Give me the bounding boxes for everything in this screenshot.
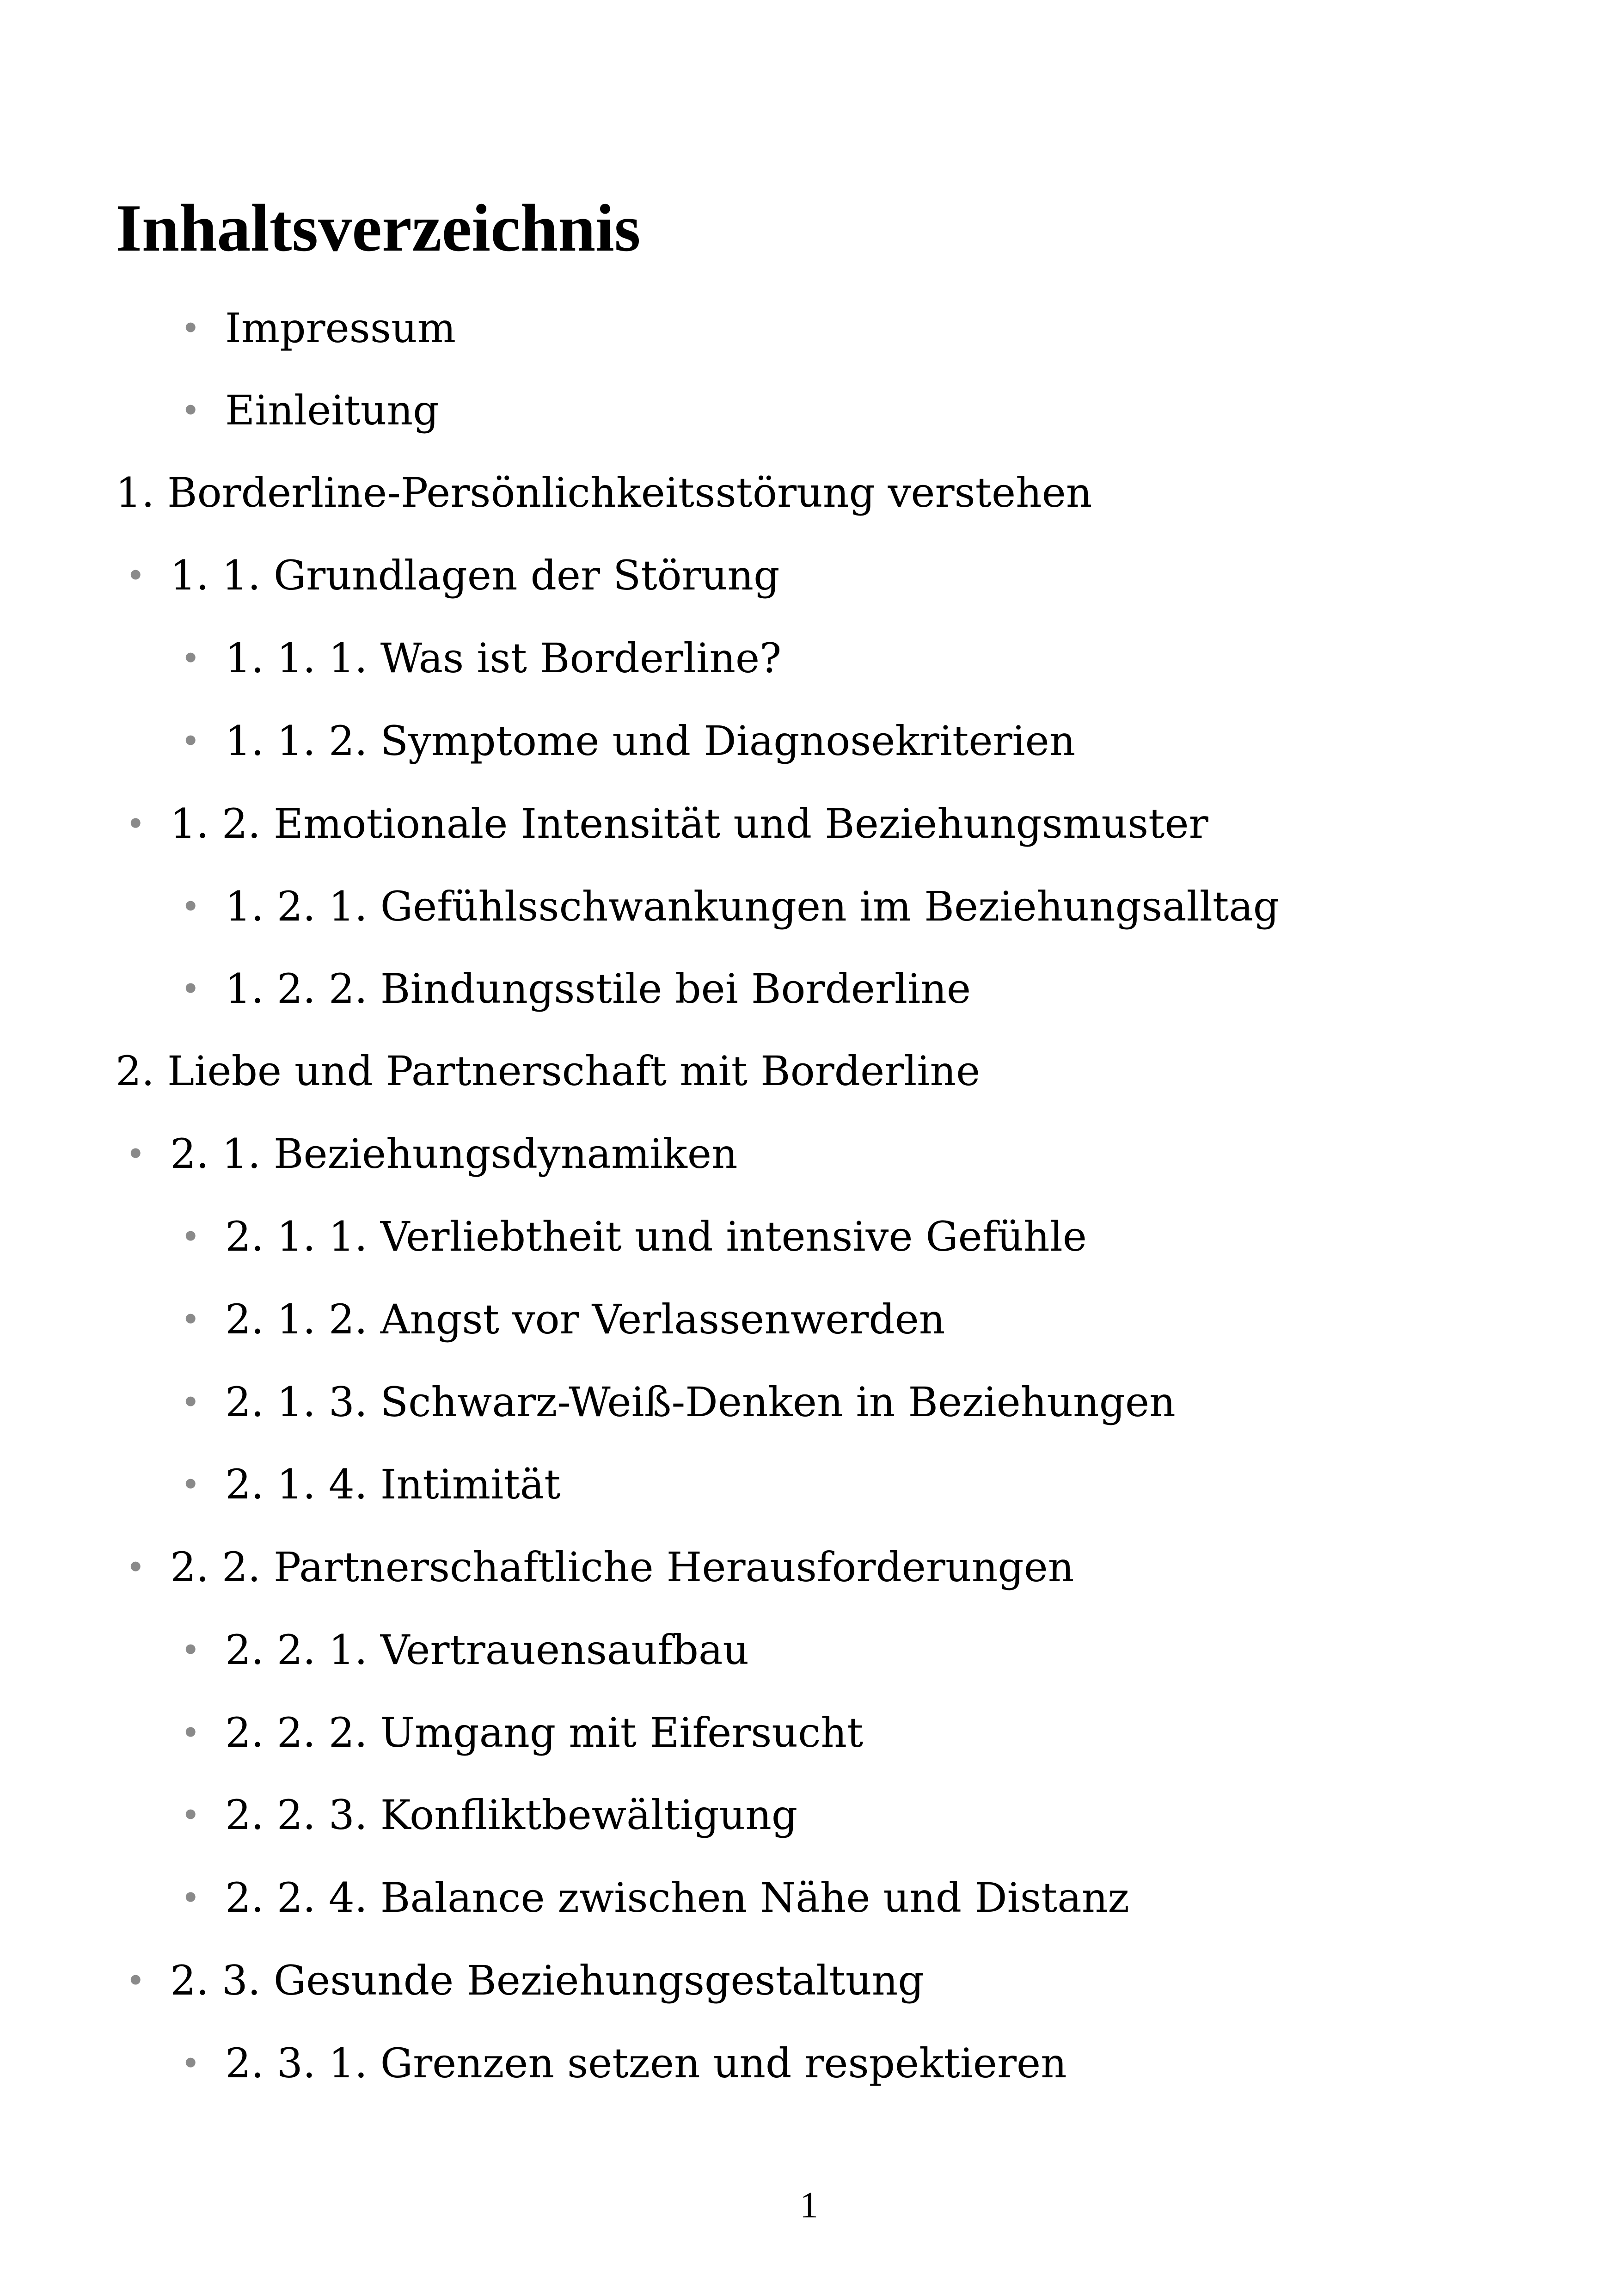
- bullet-icon: •: [126, 1548, 146, 1587]
- toc-entry-label: 1. 1. Grundlagen der Störung: [170, 552, 780, 599]
- toc-subsection-1-2-2[interactable]: [181, 965, 971, 1013]
- toc-entry-label: 2. 1. 3. Schwarz-Weiß-Denken in Beziehungen: [225, 1378, 1176, 1426]
- toc-entry-label: 1. 2. 2. Bindungsstile bei Borderline: [225, 965, 971, 1013]
- toc-chapter-2[interactable]: [116, 1048, 980, 1094]
- bullet-icon: •: [181, 1300, 201, 1339]
- toc-entry-label: 2. 2. 4. Balance zwischen Nähe und Distanz: [225, 1874, 1129, 1922]
- bullet-icon: •: [126, 1961, 146, 2000]
- bullet-icon: •: [181, 722, 201, 761]
- toc-entry-label: 2. 1. 1. Verliebtheit und intensive Gefühle: [225, 1213, 1087, 1260]
- bullet-icon: •: [181, 1879, 201, 1917]
- bullet-icon: •: [126, 1135, 146, 1173]
- bullet-icon: •: [181, 1713, 201, 1752]
- bullet-icon: •: [181, 1217, 201, 1256]
- toc-subsection-2-3-1[interactable]: [181, 2039, 1067, 2087]
- toc-entry-label: 2. Liebe und Partnerschaft mit Borderline: [116, 1047, 981, 1095]
- toc-entry-einleitung[interactable]: [181, 387, 439, 434]
- bullet-icon: •: [181, 970, 201, 1008]
- toc-section-2-3[interactable]: [126, 1957, 924, 2004]
- toc-subsection-2-1-3[interactable]: [181, 1378, 1176, 1426]
- bullet-icon: •: [126, 804, 146, 843]
- bullet-icon: •: [181, 887, 201, 926]
- toc-subsection-1-2-1[interactable]: [181, 883, 1280, 930]
- bullet-icon: •: [181, 1796, 201, 1835]
- toc-section-1-1[interactable]: [126, 552, 780, 599]
- toc-section-2-1[interactable]: [126, 1130, 738, 1178]
- bullet-icon: •: [181, 1631, 201, 1670]
- toc-subsection-2-2-1[interactable]: [181, 1626, 749, 1674]
- toc-title: Inhaltsverzeichnis: [116, 190, 641, 265]
- bullet-icon: •: [126, 556, 146, 595]
- bullet-icon: •: [181, 1383, 201, 1422]
- toc-entry-label: 2. 1. 4. Intimität: [225, 1461, 561, 1508]
- toc-chapter-1[interactable]: [116, 470, 1092, 516]
- toc-entry-label: Einleitung: [225, 387, 439, 434]
- bullet-icon: •: [181, 391, 201, 430]
- toc-entry-label: 1. 1. 2. Symptome und Diagnosekriterien: [225, 717, 1076, 765]
- toc-subsection-2-2-2[interactable]: [181, 1709, 864, 1756]
- toc-entry-label: 2. 2. 1. Vertrauensaufbau: [225, 1626, 749, 1674]
- toc-entry-label: 2. 1. Beziehungsdynamiken: [170, 1130, 738, 1178]
- bullet-icon: •: [181, 1465, 201, 1504]
- toc-entry-label: 1. Borderline-Persönlichkeitsstörung verstehen: [116, 469, 1092, 516]
- toc-entry-label: 1. 1. 1. Was ist Borderline?: [225, 634, 782, 682]
- toc-section-1-2[interactable]: [126, 800, 1208, 847]
- toc-entry-label: 2. 3. Gesunde Beziehungsgestaltung: [170, 1957, 924, 2004]
- toc-subsection-2-1-4[interactable]: [181, 1461, 561, 1508]
- toc-entry-label: 1. 2. 1. Gefühlsschwankungen im Beziehungsalltag: [225, 883, 1280, 930]
- toc-section-2-2[interactable]: [126, 1543, 1074, 1591]
- toc-subsection-2-1-2[interactable]: [181, 1295, 945, 1343]
- toc-subsection-1-1-2[interactable]: [181, 717, 1076, 765]
- bullet-icon: •: [181, 2044, 201, 2083]
- page-number: 1: [800, 2185, 818, 2226]
- toc-subsection-2-2-4[interactable]: [181, 1874, 1129, 1922]
- toc-subsection-2-2-3[interactable]: [181, 1791, 798, 1839]
- toc-entry-label: 2. 2. 2. Umgang mit Eifersucht: [225, 1709, 864, 1756]
- toc-subsection-1-1-1[interactable]: [181, 634, 782, 682]
- bullet-icon: •: [181, 639, 201, 678]
- toc-subsection-2-1-1[interactable]: [181, 1213, 1087, 1260]
- toc-entry-label: 2. 2. Partnerschaftliche Herausforderungen: [170, 1543, 1074, 1591]
- bullet-icon: •: [181, 309, 201, 348]
- toc-entry-label: 2. 1. 2. Angst vor Verlassenwerden: [225, 1295, 945, 1343]
- toc-entry-impressum[interactable]: [181, 304, 456, 352]
- toc-entry-label: Impressum: [225, 304, 456, 352]
- toc-entry-label: 1. 2. Emotionale Intensität und Beziehungsmuster: [170, 800, 1208, 847]
- toc-entry-label: 2. 3. 1. Grenzen setzen und respektieren: [225, 2039, 1067, 2087]
- toc-entry-label: 2. 2. 3. Konfliktbewältigung: [225, 1791, 798, 1839]
